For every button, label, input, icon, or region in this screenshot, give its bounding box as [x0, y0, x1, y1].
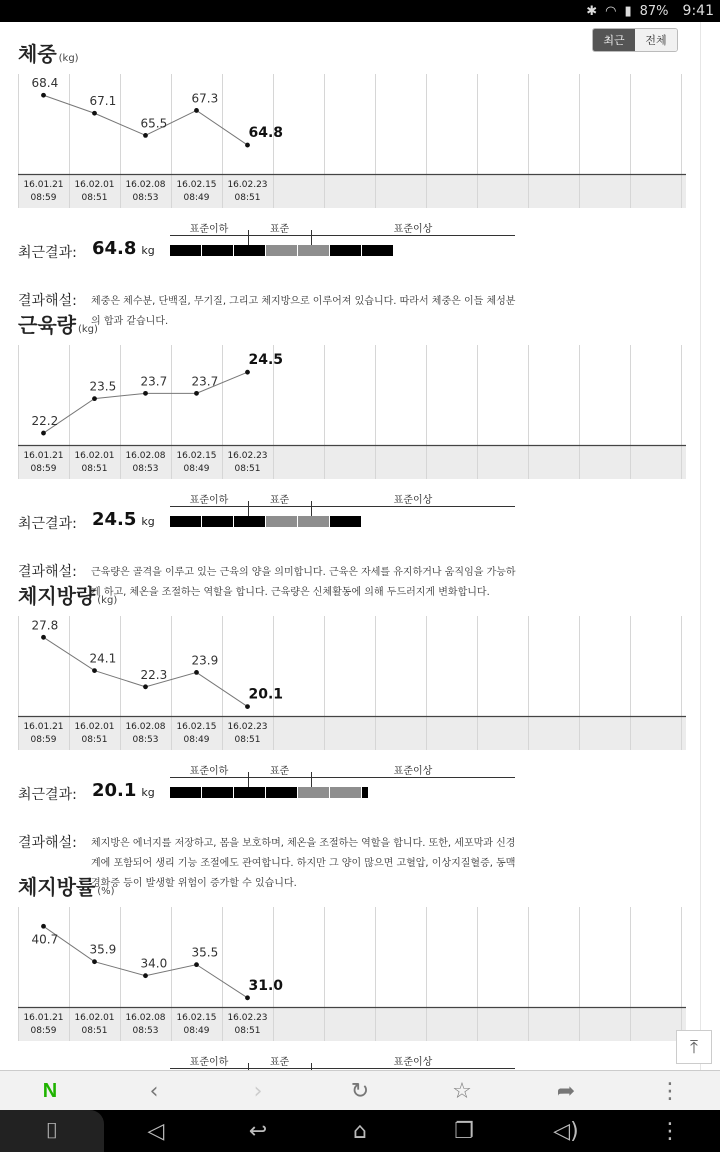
chart-svg: [18, 616, 686, 750]
time-tick-label: 08:49: [183, 464, 210, 474]
data-point: [194, 108, 199, 113]
time-tick-label: 08:59: [30, 1026, 57, 1036]
gauge-tick: [311, 230, 312, 246]
gauge-normal-caption: 표준: [269, 495, 290, 506]
gauge-segment: [362, 245, 393, 256]
data-point: [92, 668, 97, 673]
result-label: 최근결과:: [18, 245, 77, 261]
gauge-segment: [170, 787, 201, 798]
back-icon[interactable]: ‹: [149, 1078, 159, 1104]
data-point: [92, 111, 97, 116]
gauge-low-caption: 표준이하: [189, 495, 229, 506]
clock: 9:41: [682, 3, 714, 19]
scroll-top-button[interactable]: [676, 1030, 712, 1064]
gauge-low-caption: 표준이하: [189, 224, 229, 235]
system-nav-bar: [0, 1110, 720, 1152]
gauge-segment: [330, 245, 361, 256]
status-bar: [0, 0, 720, 22]
gauge-segment: [266, 245, 297, 256]
date-tick-label: 16.02.08: [125, 451, 166, 461]
data-point: [194, 670, 199, 675]
gauge-tick: [248, 230, 249, 246]
interpretation-text: 체지방은 에너지를 저장하고, 몸을 보호하며, 체온을 조절하는 역할을 합니다. 또한, 세포막과 신경계에 포함되어 생리 기능 조절에도 관여합니다. 하지만 그 양이 많으면 고혈압, 이상지질혈증, 동맥경화증 등이 발생할 위험이 증가할 수 있습니다.: [91, 838, 516, 889]
gauge-normal-caption: 표준: [269, 1057, 290, 1068]
scrollbar[interactable]: [700, 22, 720, 1070]
gauge-high-caption: 표준이상: [393, 224, 433, 235]
result-row: [0, 762, 700, 822]
gauge-high-caption: 표준이상: [393, 766, 433, 777]
result-number: 24.5: [92, 509, 137, 530]
time-tick-label: 08:51: [81, 193, 108, 203]
data-label: 23.7: [191, 374, 219, 389]
section-unit: (kg): [97, 595, 118, 606]
nav-menu-icon[interactable]: ⋮: [659, 1118, 681, 1144]
chart-svg: [18, 345, 686, 479]
date-tick-label: 16.02.08: [125, 180, 166, 190]
volume-down-icon[interactable]: ◁: [147, 1118, 165, 1144]
result-number: 20.1: [92, 780, 137, 801]
data-label: 23.9: [191, 653, 219, 668]
gauge-segment: [202, 516, 233, 527]
section-title-text: 체지방량: [18, 584, 96, 608]
interpretation-label: 결과해설:: [18, 564, 77, 580]
time-tick-label: 08:51: [234, 735, 261, 745]
line-chart: [18, 345, 686, 479]
gauge-bar: [170, 787, 368, 798]
gauge-segment: [298, 516, 329, 527]
date-tick-label: 16.01.21: [23, 451, 64, 461]
interpretation-text: 근육량은 골격을 이루고 있는 근육의 양을 의미합니다. 근육은 자세를 유지하거나 움직임을 가능하게 하고, 체온을 조절하는 역할을 합니다. 근육량은 신체활동에 의해 두드러지게 변화합니다.: [91, 567, 516, 598]
result-label: 최근결과:: [18, 516, 77, 532]
screenshot-camera-icon[interactable]: ⌷: [0, 1110, 104, 1152]
interpretation-label: 결과해설:: [18, 293, 77, 309]
share-icon[interactable]: ➦: [556, 1078, 576, 1104]
line-chart: [18, 616, 686, 750]
section-unit: (kg): [58, 53, 79, 64]
data-label: 67.3: [191, 91, 219, 106]
chart-svg: [18, 907, 686, 1041]
gauge-high-caption: 표준이상: [393, 1057, 433, 1068]
range-gauge: [170, 1053, 515, 1070]
data-point: [92, 959, 97, 964]
data-point: [245, 995, 250, 1000]
data-label: 64.8: [248, 125, 284, 142]
gauge-bar: [170, 245, 394, 256]
gauge-tick: [311, 501, 312, 517]
section-title: [18, 38, 79, 67]
result-number: 64.8: [92, 238, 137, 259]
back-nav-icon[interactable]: ↩: [248, 1118, 268, 1144]
data-point: [92, 396, 97, 401]
gauge-tick: [248, 1063, 249, 1070]
time-tick-label: 08:59: [30, 735, 57, 745]
metric-section: [0, 871, 700, 1070]
gauge-segment: [266, 516, 297, 527]
data-label: 40.7: [31, 932, 59, 947]
data-label: 68.4: [31, 76, 59, 91]
tab-all[interactable]: 전체: [635, 29, 677, 51]
date-tick-label: 16.02.15: [176, 451, 217, 461]
gauge-tick: [248, 501, 249, 517]
gauge-axis: [170, 506, 515, 507]
date-axis-band: [18, 445, 686, 479]
refresh-icon[interactable]: ↻: [350, 1078, 370, 1104]
page-content: [0, 22, 700, 1070]
gauge-segment: [202, 245, 233, 256]
gauge-segment: [202, 787, 233, 798]
chart-svg: [18, 74, 686, 208]
recent-apps-icon[interactable]: ❐: [454, 1118, 474, 1144]
gauge-segment: [330, 787, 361, 798]
date-tick-label: 16.02.23: [227, 722, 268, 732]
result-row: [0, 220, 700, 280]
section-unit: (kg): [77, 324, 98, 335]
gauge-segment: [170, 245, 201, 256]
result-row: [0, 1053, 700, 1070]
result-value: [92, 780, 155, 801]
data-label: 24.5: [248, 352, 284, 369]
date-tick-label: 16.02.23: [227, 1013, 268, 1023]
result-row: [0, 491, 700, 551]
gauge-segment: [234, 787, 265, 798]
date-tick-label: 16.02.15: [176, 722, 217, 732]
date-axis-band: [18, 174, 686, 208]
data-point: [245, 143, 250, 148]
data-label: 23.7: [140, 374, 168, 389]
date-tick-label: 16.02.15: [176, 1013, 217, 1023]
result-unit: kg: [141, 515, 155, 528]
date-tick-label: 16.02.01: [74, 451, 115, 461]
data-point: [41, 924, 46, 929]
data-point: [143, 391, 148, 396]
data-point: [41, 431, 46, 436]
data-point: [41, 635, 46, 640]
time-tick-label: 08:49: [183, 1026, 210, 1036]
data-label: 20.1: [248, 686, 284, 703]
date-axis-band: [18, 1007, 686, 1041]
gauge-normal-caption: 표준: [269, 224, 290, 235]
data-point: [245, 704, 250, 709]
date-tick-label: 16.02.01: [74, 722, 115, 732]
time-tick-label: 08:51: [81, 1026, 108, 1036]
battery-icon: ▮: [624, 3, 632, 19]
time-tick-label: 08:51: [234, 193, 261, 203]
forward-icon[interactable]: ›: [253, 1078, 263, 1104]
gauge-segment: [298, 245, 329, 256]
data-label: 35.9: [89, 942, 117, 957]
line-chart: [18, 74, 686, 208]
time-tick-label: 08:53: [132, 735, 159, 745]
naver-logo-icon[interactable]: N: [42, 1079, 58, 1102]
data-point: [245, 370, 250, 375]
data-label: 23.5: [89, 379, 117, 394]
line-chart: [18, 907, 686, 1041]
section-title: [18, 871, 115, 900]
data-label: 22.2: [31, 414, 59, 429]
date-tick-label: 16.02.08: [125, 1013, 166, 1023]
range-gauge: [170, 220, 515, 270]
section-title: [18, 580, 117, 609]
data-label: 24.1: [89, 651, 117, 666]
gauge-segment: [362, 787, 368, 798]
data-label: 31.0: [248, 977, 284, 994]
time-tick-label: 08:51: [234, 1026, 261, 1036]
gauge-axis: [170, 777, 515, 778]
wifi-icon: ◠: [605, 3, 617, 19]
browser-toolbar: [0, 1070, 720, 1110]
time-tick-label: 08:59: [30, 464, 57, 474]
time-tick-label: 08:51: [81, 735, 108, 745]
date-tick-label: 16.02.23: [227, 451, 268, 461]
section-title-text: 체중: [18, 42, 57, 66]
arrow-up-icon: ⤒: [690, 1036, 698, 1058]
time-tick-label: 08:51: [234, 464, 261, 474]
gauge-segment: [266, 787, 297, 798]
gauge-tick: [311, 1063, 312, 1070]
date-tick-label: 16.02.15: [176, 180, 217, 190]
data-label: 34.0: [140, 956, 168, 971]
gauge-segment: [330, 516, 361, 527]
data-point: [143, 133, 148, 138]
volume-up-icon[interactable]: ◁): [553, 1118, 579, 1144]
result-label: 최근결과:: [18, 787, 77, 803]
gauge-normal-caption: 표준: [269, 766, 290, 777]
section-title-text: 체지방률: [18, 875, 96, 899]
tab-recent[interactable]: 최근: [593, 29, 635, 51]
home-icon[interactable]: ⌂: [353, 1118, 367, 1144]
result-value: [92, 238, 155, 259]
gauge-low-caption: 표준이하: [189, 1057, 229, 1068]
gauge-high-caption: 표준이상: [393, 495, 433, 506]
gauge-bar: [170, 516, 362, 527]
time-tick-label: 08:49: [183, 193, 210, 203]
section-unit: (%): [97, 886, 115, 897]
date-tick-label: 16.01.21: [23, 180, 64, 190]
bluetooth-icon: ✱: [586, 3, 598, 19]
interpretation-text: 체중은 체수분, 단백질, 무기질, 그리고 체지방으로 이루어져 있습니다. 따라서 체중은 이들 체성분의 합과 같습니다.: [91, 296, 516, 327]
data-point: [194, 962, 199, 967]
date-tick-label: 16.02.23: [227, 180, 268, 190]
data-point: [143, 973, 148, 978]
date-tick-label: 16.01.21: [23, 1013, 64, 1023]
data-point: [41, 93, 46, 98]
date-tick-label: 16.01.21: [23, 722, 64, 732]
data-label: 65.5: [140, 116, 168, 131]
result-unit: kg: [141, 244, 155, 257]
more-menu-icon[interactable]: ⋮: [659, 1078, 681, 1104]
section-title: [18, 309, 98, 338]
time-tick-label: 08:53: [132, 464, 159, 474]
date-tick-label: 16.02.08: [125, 722, 166, 732]
range-gauge: [170, 491, 515, 541]
date-tick-label: 16.02.01: [74, 180, 115, 190]
data-point: [194, 391, 199, 396]
data-label: 35.5: [191, 945, 219, 960]
data-label: 22.3: [140, 667, 168, 682]
bookmark-star-icon[interactable]: ☆: [452, 1078, 472, 1104]
battery-level: 87%: [639, 3, 669, 19]
data-label: 27.8: [31, 618, 59, 633]
gauge-axis: [170, 1068, 515, 1069]
gauge-axis: [170, 235, 515, 236]
interpretation-label: 결과해설:: [18, 835, 77, 851]
gauge-tick: [248, 772, 249, 788]
gauge-segment: [170, 516, 201, 527]
time-tick-label: 08:49: [183, 735, 210, 745]
section-title-text: 근육량: [18, 313, 76, 337]
date-axis-band: [18, 716, 686, 750]
time-tick-label: 08:53: [132, 1026, 159, 1036]
time-tick-label: 08:53: [132, 193, 159, 203]
range-gauge: [170, 762, 515, 812]
gauge-tick: [311, 772, 312, 788]
result-unit: kg: [141, 786, 155, 799]
result-value: [92, 509, 155, 530]
time-tick-label: 08:59: [30, 193, 57, 203]
date-tick-label: 16.02.01: [74, 1013, 115, 1023]
time-tick-label: 08:51: [81, 464, 108, 474]
gauge-segment: [234, 516, 265, 527]
data-label: 67.1: [89, 94, 117, 109]
gauge-low-caption: 표준이하: [189, 766, 229, 777]
gauge-segment: [234, 245, 265, 256]
gauge-segment: [298, 787, 329, 798]
data-point: [143, 684, 148, 689]
